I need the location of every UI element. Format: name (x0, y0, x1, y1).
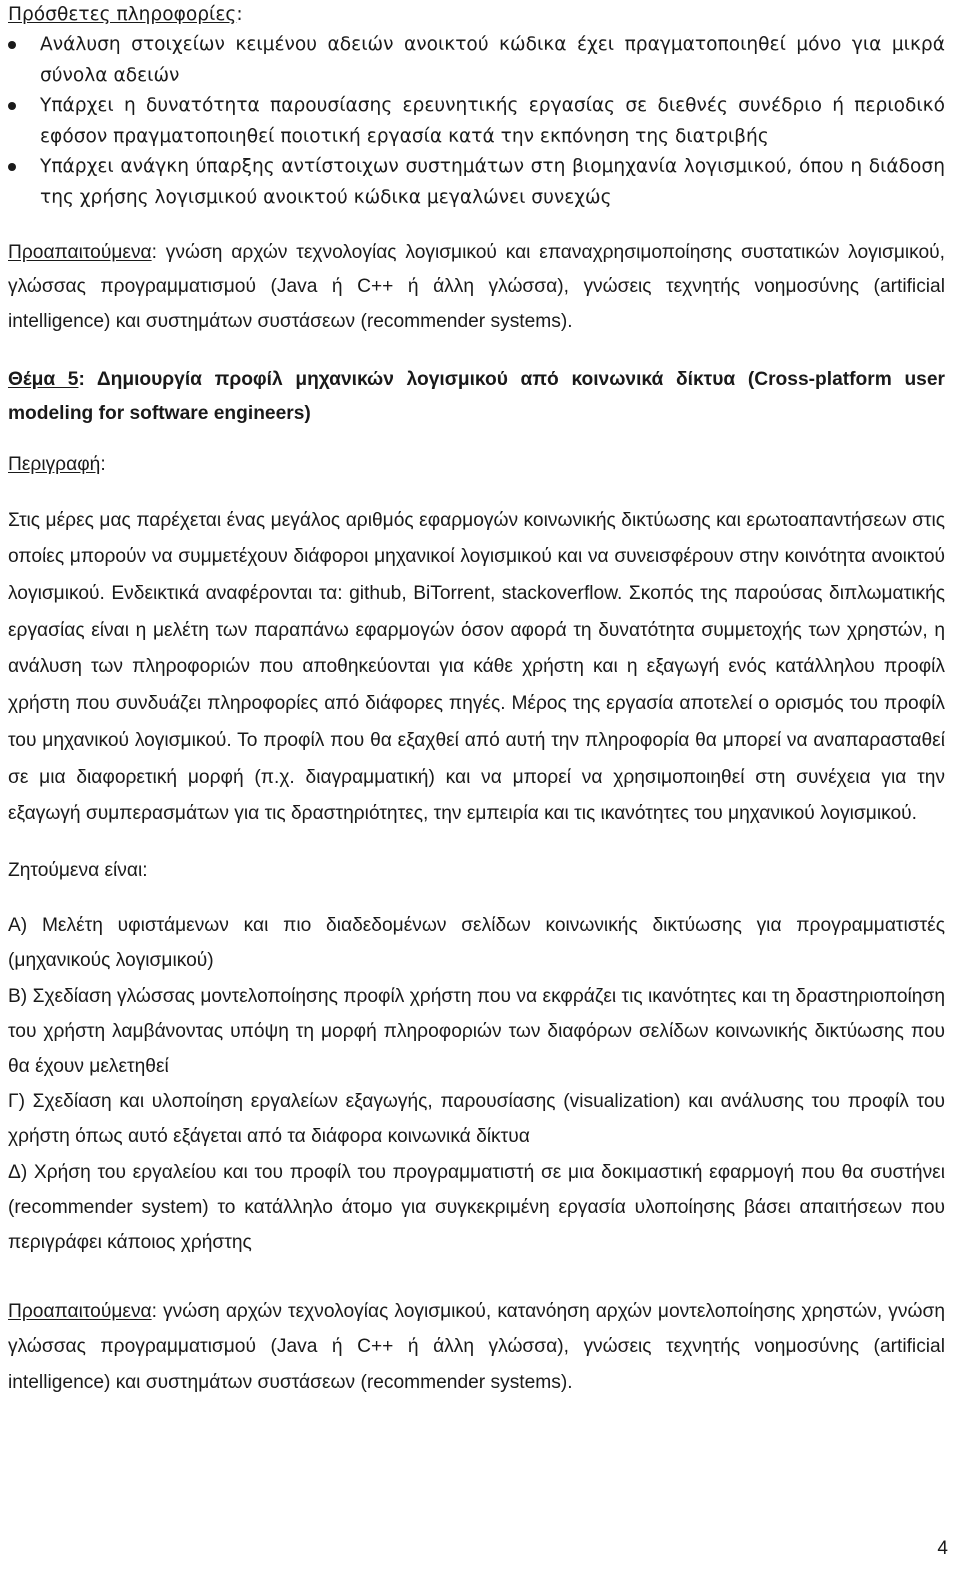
requirement-item: Α) Μελέτη υφιστάμενων και πιο διαδεδομένων σελίδων κοινωνικής δικτύωσης για προγραμματιστές (μηχανικούς λογισμικού) (8, 915, 945, 972)
extra-info-list (8, 30, 945, 213)
extra-info-bullet: Υπάρχει ανάγκη ύπαρξης αντίστοιχων συστημάτων στη βιομηχανία λογισμικού, όπου η διάδοση της χρήσης λογισμικού ανοικτού κώδικα μεγαλώνει συνεχώς (8, 152, 945, 213)
prerequisites-paragraph-2: Προαπαιτούμενα: γνώση αρχών τεχνολογίας λογισμικού, κατανόηση αρχών μοντελοποίησης χρηστών, γνώση γλώσσας προγραμματισμού (Java ή C++ ή άλλη γλώσσα), γνώσεις τεχνητής νοημοσύνης (artificial intelligence) και συστημάτων συστάσεων (recommender systems). (8, 1301, 945, 1393)
topic-heading: Θέμα 5: Δημιουργία προφίλ μηχανικών λογισμικού από κοινωνικά δίκτυα (Cross-platform user modeling for software engineers) (8, 368, 945, 425)
topic-title: Δημιουργία προφίλ μηχανικών λογισμικού από κοινωνικά δίκτυα (Cross-platform user modeling for software engineers) (8, 368, 945, 425)
prerequisites-label-2: Προαπαιτούμενα (8, 1301, 152, 1323)
document-page (8, 0, 945, 1400)
requirement-item: Β) Σχεδίαση γλώσσας μοντελοποίησης προφίλ χρήστη που να εκφράζει τις ικανότητες και τη δραστηριοποίηση του χρήστη λαμβάνοντας υπόψη τη μορφή πληροφοριών των διαφόρων σελίδων κοινωνικής δικτύωσης που θα έχουν μελετηθεί (8, 985, 945, 1077)
description-text: Στις μέρες μας παρέχεται ένας μεγάλος αριθμός εφαρμογών κοινωνικής δικτύωσης και ερωτοαπαντήσεων στις οποίες μπορούν να συμμετέχουν διάφοροι μηχανικοί λογισμικού και να συνεισφέρουν στην κοινότητα ανοικτού λογισμικού. Ενδεικτικά αναφέρονται τα: github, BiTorrent, stackoverflow. Σκοπός της παρούσας διπλωματικής εργασίας είναι η μελέτη των παραπάνω εφαρμογών όσον αφορά τη δυνατότητα συμμετοχής των χρηστών, η ανάλυση των πληροφοριών που αποθηκεύονται για κάθε χρήστη και η εξαγωγή ενός κατάλληλου προφίλ χρήστη που συνδυάζει πληροφορίες από διάφορες πηγές. Μέρος της εργασία αποτελεί ο ορισμός του προφίλ του μηχανικού λογισμικού. Το προφίλ που θα εξαχθεί από αυτή την πληροφορία θα μπορεί να αναπαρασταθεί σε μια διαφορετική μορφή (π.χ. διαγραμματική) και να μπορεί να χρησιμοποιηθεί στη συνέχεια για την εξαγωγή συμπερασμάτων για τις δραστηριότητες, την εμπειρία και τις ικανότητες του μηχανικού λογισμικού. (8, 509, 945, 825)
requirement-item: Δ) Χρήση του εργαλείου και του προφίλ του προγραμματιστή σε μια δοκιμαστική εφαρμογή που θα συστήνει (recommender system) το κατάλληλο άτομο για συγκεκριμένη εργασία υλοποίησης βάσει απαιτήσεων που περιγράφει κάποιος χρήστης (8, 1161, 945, 1254)
extra-info-heading: Πρόσθετες πληροφορίες: (8, 4, 243, 25)
prerequisites-text: γνώση αρχών τεχνολογίας λογισμικού και επαναχρησιμοποίησης συστατικών λογισμικού, γλώσσας προγραμματισμού (Java ή C++ ή άλλη γλώσσα), γνώσεις τεχνητής νοημοσύνης (artificial intelligence) και συστημάτων συστάσεων (recommender systems). (8, 242, 945, 332)
prerequisites-label: Προαπαιτούμενα (8, 242, 152, 263)
topic-label: Θέμα 5 (8, 368, 79, 390)
description-heading: Περιγραφή: (8, 454, 106, 476)
description-label: Περιγραφή (8, 454, 101, 476)
extra-info-heading-label: Πρόσθετες πληροφορίες (8, 4, 237, 25)
prerequisites-paragraph: Προαπαιτούμενα: γνώση αρχών τεχνολογίας λογισμικού και επαναχρησιμοποίησης συστατικών λογισμικού, γλώσσας προγραμματισμού (Java ή C++ ή άλλη γλώσσα), γνώσεις τεχνητής νοημοσύνης (artificial intelligence) και συστημάτων συστάσεων (recommender systems). (8, 242, 945, 332)
prerequisites-text-2: γνώση αρχών τεχνολογίας λογισμικού, κατανόηση αρχών μοντελοποίησης χρηστών, γνώση γλώσσας προγραμματισμού (Java ή C++ ή άλλη γλώσσα), γνώσεις τεχνητής νοημοσύνης (artificial intelligence) και συστημάτων συστάσεων (recommender systems). (8, 1301, 945, 1393)
requirements-heading: Ζητούμενα είναι: (8, 860, 148, 881)
page-number: 4 (937, 1538, 948, 1559)
extra-info-bullet: Ανάλυση στοιχείων κειμένου αδειών ανοικτού κώδικα έχει πραγματοποιηθεί μόνο για μικρά σύνολα αδειών (8, 30, 945, 91)
requirement-item: Γ) Σχεδίαση και υλοποίηση εργαλείων εξαγωγής, παρουσίασης (visualization) και ανάλυσης του προφίλ του χρήστη όπως αυτό εξάγεται από τα διάφορα κοινωνικά δίκτυα (8, 1091, 945, 1148)
extra-info-section (8, 0, 945, 213)
extra-info-bullet: Υπάρχει η δυνατότητα παρουσίασης ερευνητικής εργασίας σε διεθνές συνέδριο ή περιοδικό εφόσον πραγματοποιηθεί ποιοτική εργασία κατά την εκπόνηση της διατριβής (8, 91, 945, 152)
